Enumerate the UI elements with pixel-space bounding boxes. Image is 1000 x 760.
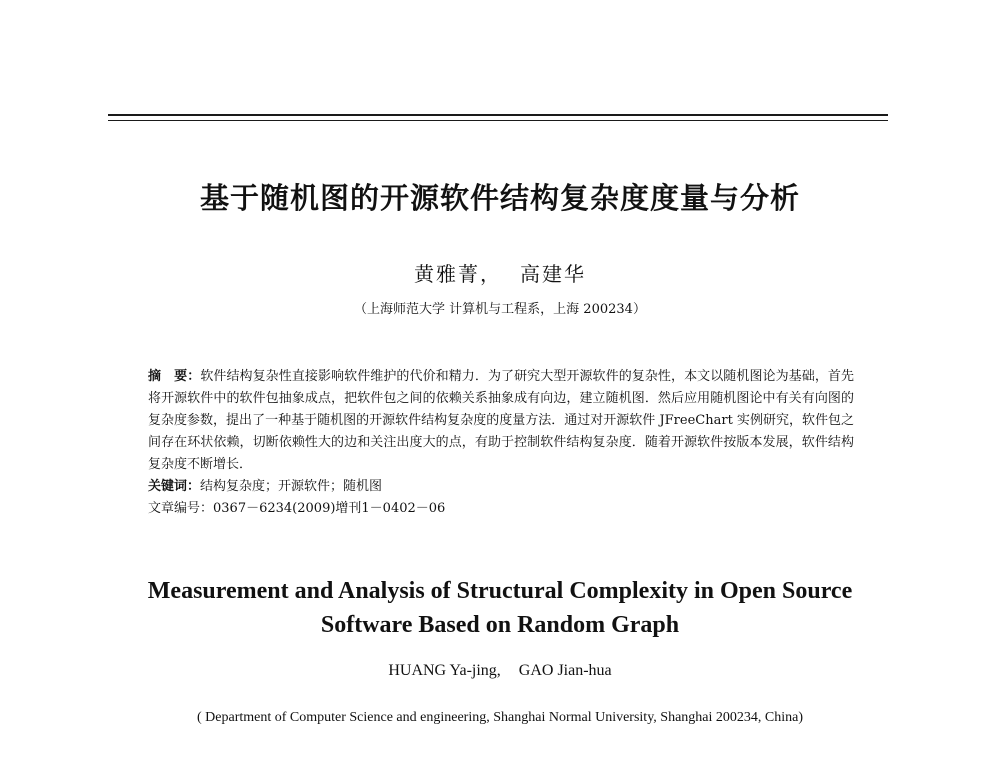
abstract-block — [148, 366, 854, 520]
abstract-paragraph — [148, 366, 854, 476]
author-cn-1: 黄雅菁 — [414, 262, 480, 286]
paper-title-en: Measurement and Analysis of Structural Complexity in Open Source Software Based on Random Graph — [147, 578, 853, 638]
abstract-text: 软件结构复杂性直接影响软件维护的代价和精力．为了研究大型开源软件的复杂性，本文以随机图论为基础，首先将开源软件中的软件包抽象成点，把软件包之间的依赖关系抽象成有向边，建立随机图．然后应用随机图论中有关有向图的复杂度参数，提出了一种基于随机图的开源软件结构复杂度的度量方法．通过对开源软件 JFreeChart 实例研究，软件包之间存在环状依赖，切断依赖性大的边和关注出度大的点，有助于控制软件结构复杂度．随着开源软件按版本发展，软件结构复杂度不断增长． — [148, 369, 854, 472]
author-en-2: GAO Jian-hua — [518, 662, 612, 679]
author-separator-cn: ， — [480, 262, 502, 286]
article-number: 0367－6234(2009)增刊1－0402－06 — [213, 501, 446, 516]
author-en-1: HUANG Ya-jing, — [388, 662, 501, 679]
affiliation-cn: （上海师范大学 计算机与工程系，上海 200234） — [354, 302, 646, 317]
paper-title-cn: 基于随机图的开源软件结构复杂度度量与分析 — [199, 181, 800, 215]
authors-en — [0, 662, 1000, 680]
article-number-label: 文章编号： — [148, 501, 214, 516]
authors-cn — [0, 258, 1000, 287]
header-rule-thin — [108, 120, 888, 121]
affiliation-en: ( Department of Computer Science and engineering, Shanghai Normal University, Shanghai 200234, China) — [197, 710, 803, 725]
article-number-line — [148, 498, 854, 520]
abstract-label: 摘 要： — [148, 369, 201, 384]
keywords-text: 结构复杂度；开源软件；随机图 — [200, 479, 383, 494]
keywords-label: 关键词： — [148, 479, 201, 494]
author-cn-2: 高建华 — [520, 262, 586, 286]
keywords-line — [148, 476, 854, 498]
header-rule-thick — [108, 114, 888, 116]
